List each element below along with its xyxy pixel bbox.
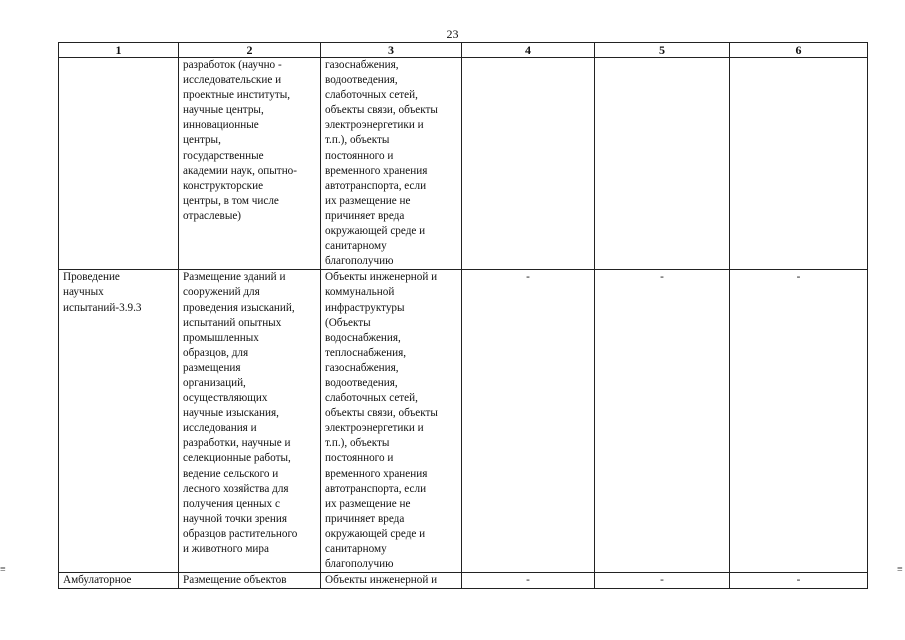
table-cell <box>730 58 868 270</box>
column-header-1: 1 <box>59 43 179 58</box>
left-edge-mark: ≡ <box>0 564 6 575</box>
column-header-2: 2 <box>179 43 321 58</box>
column-header-5: 5 <box>595 43 730 58</box>
table-cell: газоснабжения, водоотведения, слаботочных сетей, объекты связи, объекты электроэнергетики и т.п.), объекты постоянного и временного хранения автотранспорта, если их размещение не причиняет вреда окружающей среде и санитарному благополучию <box>321 58 462 270</box>
table-cell: - <box>595 573 730 589</box>
right-edge-mark: ≡ <box>897 564 903 575</box>
column-header-6: 6 <box>730 43 868 58</box>
table-cell: Размещение объектов <box>179 573 321 589</box>
table-cell <box>462 58 595 270</box>
column-header-4: 4 <box>462 43 595 58</box>
table-row <box>59 573 868 589</box>
table-cell: разработок (научно - исследовательские и проектные институты, научные центры, инновационные центры, государственные академии наук, опытно- конструкторские центры, в том числе отраслевые) <box>179 58 321 270</box>
table-cell: - <box>595 270 730 573</box>
table-cell: Объекты инженерной и <box>321 573 462 589</box>
table-cell: - <box>462 573 595 589</box>
table-row <box>59 58 868 270</box>
column-header-3: 3 <box>321 43 462 58</box>
table-cell <box>59 58 179 270</box>
table-cell: Объекты инженерной и коммунальной инфраструктуры (Объекты водоснабжения, теплоснабжения, газоснабжения, водоотведения, слаботочных сетей, объекты связи, объекты электроэнергетики и т.п.), объекты постоянного и временного хранения автотранспорта, если их размещение не причиняет вреда окружающей среде и санитарному благополучию <box>321 270 462 573</box>
table-header-row <box>59 43 868 58</box>
table-cell: Амбулаторное <box>59 573 179 589</box>
page-number: 23 <box>446 27 459 41</box>
table-cell: - <box>730 270 868 573</box>
table-cell: - <box>730 573 868 589</box>
table-row <box>59 270 868 573</box>
document-table <box>58 42 868 589</box>
table-cell: Размещение зданий и сооружений для проведения изысканий, испытаний опытных промышленных образцов, для размещения организаций, осуществляющих научные изыскания, исследования и разработки, научные и селекционные работы, ведение сельского и лесного хозяйства для получения ценных с научной точки зрения образцов растительного и животного мира <box>179 270 321 573</box>
table-cell: Проведение научных испытаний-3.9.3 <box>59 270 179 573</box>
table-cell <box>595 58 730 270</box>
table-cell: - <box>462 270 595 573</box>
